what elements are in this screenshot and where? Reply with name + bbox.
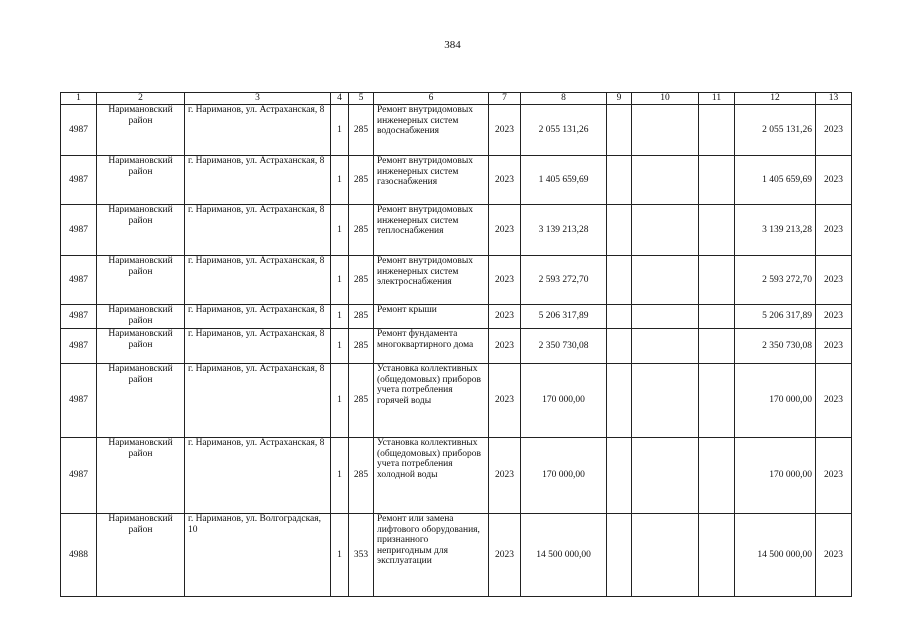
column-header: 11 xyxy=(699,93,735,105)
column-4-cell: 1 xyxy=(331,329,349,364)
address-cell: г. Нариманов, ул. Астраханская, 8 xyxy=(185,305,331,329)
column-10-cell xyxy=(632,514,699,597)
page-number: 384 xyxy=(444,39,461,51)
district-cell: Наримановский район xyxy=(97,256,185,305)
work-type-cell: Установка коллективных (общедомовых) приборов учета потребления горячей воды xyxy=(374,364,489,438)
column-4-cell: 1 xyxy=(331,205,349,256)
column-4-cell: 1 xyxy=(331,305,349,329)
column-9-cell xyxy=(607,105,632,156)
column-12-cost-cell: 1 405 659,69 xyxy=(735,156,816,205)
column-9-cell xyxy=(607,156,632,205)
column-13-year-cell: 2023 xyxy=(816,364,852,438)
address-cell: г. Нариманов, ул. Астраханская, 8 xyxy=(185,205,331,256)
work-type-cell: Ремонт внутридомовых инженерных систем теплоснабжения xyxy=(374,205,489,256)
district-cell: Наримановский район xyxy=(97,105,185,156)
table-row xyxy=(61,156,852,205)
district-cell: Наримановский район xyxy=(97,205,185,256)
column-13-year-cell: 2023 xyxy=(816,205,852,256)
column-9-cell xyxy=(607,364,632,438)
work-type-cell: Ремонт фундамента многоквартирного дома xyxy=(374,329,489,364)
row-id-cell: 4987 xyxy=(61,205,97,256)
total-cost-cell: 1 405 659,69 xyxy=(521,156,607,205)
year-cell: 2023 xyxy=(489,438,521,514)
year-cell: 2023 xyxy=(489,514,521,597)
year-cell: 2023 xyxy=(489,329,521,364)
total-cost-cell: 2 350 730,08 xyxy=(521,329,607,364)
column-5-cell: 285 xyxy=(349,364,374,438)
district-cell: Наримановский район xyxy=(97,438,185,514)
year-cell: 2023 xyxy=(489,105,521,156)
column-5-cell: 353 xyxy=(349,514,374,597)
column-13-year-cell: 2023 xyxy=(816,438,852,514)
address-cell: г. Нариманов, ул. Астраханская, 8 xyxy=(185,105,331,156)
total-cost-cell: 170 000,00 xyxy=(521,438,607,514)
district-cell: Наримановский район xyxy=(97,156,185,205)
total-cost-cell: 3 139 213,28 xyxy=(521,205,607,256)
column-13-year-cell: 2023 xyxy=(816,305,852,329)
column-13-year-cell: 2023 xyxy=(816,105,852,156)
column-4-cell: 1 xyxy=(331,156,349,205)
row-id-cell: 4987 xyxy=(61,305,97,329)
address-cell: г. Нариманов, ул. Астраханская, 8 xyxy=(185,156,331,205)
column-10-cell xyxy=(632,364,699,438)
district-cell: Наримановский район xyxy=(97,329,185,364)
column-13-year-cell: 2023 xyxy=(816,256,852,305)
column-4-cell: 1 xyxy=(331,438,349,514)
column-12-cost-cell: 170 000,00 xyxy=(735,438,816,514)
column-10-cell xyxy=(632,305,699,329)
table-row xyxy=(61,364,852,438)
total-cost-cell: 14 500 000,00 xyxy=(521,514,607,597)
row-id-cell: 4987 xyxy=(61,364,97,438)
column-9-cell xyxy=(607,329,632,364)
column-12-cost-cell: 14 500 000,00 xyxy=(735,514,816,597)
table-body xyxy=(61,105,852,597)
column-header: 7 xyxy=(489,93,521,105)
table-row xyxy=(61,205,852,256)
row-id-cell: 4987 xyxy=(61,256,97,305)
column-10-cell xyxy=(632,438,699,514)
row-id-cell: 4988 xyxy=(61,514,97,597)
table-row xyxy=(61,305,852,329)
column-9-cell xyxy=(607,514,632,597)
column-header: 3 xyxy=(185,93,331,105)
column-header: 9 xyxy=(607,93,632,105)
column-11-cell xyxy=(699,364,735,438)
column-9-cell xyxy=(607,305,632,329)
column-header: 1 xyxy=(61,93,97,105)
column-11-cell xyxy=(699,514,735,597)
column-header: 4 xyxy=(331,93,349,105)
table-row xyxy=(61,438,852,514)
column-header: 5 xyxy=(349,93,374,105)
year-cell: 2023 xyxy=(489,305,521,329)
row-id-cell: 4987 xyxy=(61,329,97,364)
row-id-cell: 4987 xyxy=(61,156,97,205)
total-cost-cell: 170 000,00 xyxy=(521,364,607,438)
column-5-cell: 285 xyxy=(349,329,374,364)
column-10-cell xyxy=(632,329,699,364)
total-cost-cell: 5 206 317,89 xyxy=(521,305,607,329)
column-4-cell: 1 xyxy=(331,364,349,438)
column-13-year-cell: 2023 xyxy=(816,514,852,597)
column-header: 10 xyxy=(632,93,699,105)
column-9-cell xyxy=(607,438,632,514)
column-4-cell: 1 xyxy=(331,105,349,156)
column-5-cell: 285 xyxy=(349,105,374,156)
column-4-cell: 1 xyxy=(331,514,349,597)
column-header: 8 xyxy=(521,93,607,105)
column-header: 6 xyxy=(374,93,489,105)
column-5-cell: 285 xyxy=(349,438,374,514)
row-id-cell: 4987 xyxy=(61,105,97,156)
address-cell: г. Нариманов, ул. Астраханская, 8 xyxy=(185,256,331,305)
column-12-cost-cell: 2 055 131,26 xyxy=(735,105,816,156)
work-type-cell: Ремонт крыши xyxy=(374,305,489,329)
column-number-row xyxy=(61,93,852,105)
column-13-year-cell: 2023 xyxy=(816,329,852,364)
column-11-cell xyxy=(699,256,735,305)
column-11-cell xyxy=(699,305,735,329)
column-13-year-cell: 2023 xyxy=(816,156,852,205)
column-9-cell xyxy=(607,256,632,305)
column-12-cost-cell: 2 350 730,08 xyxy=(735,329,816,364)
column-5-cell: 285 xyxy=(349,256,374,305)
table-row xyxy=(61,105,852,156)
work-type-cell: Установка коллективных (общедомовых) приборов учета потребления холодной воды xyxy=(374,438,489,514)
column-11-cell xyxy=(699,205,735,256)
year-cell: 2023 xyxy=(489,156,521,205)
address-cell: г. Нариманов, ул. Астраханская, 8 xyxy=(185,364,331,438)
column-4-cell: 1 xyxy=(331,256,349,305)
column-header: 12 xyxy=(735,93,816,105)
column-5-cell: 285 xyxy=(349,156,374,205)
address-cell: г. Нариманов, ул. Астраханская, 8 xyxy=(185,438,331,514)
total-cost-cell: 2 055 131,26 xyxy=(521,105,607,156)
column-5-cell: 285 xyxy=(349,305,374,329)
column-header: 13 xyxy=(816,93,852,105)
total-cost-cell: 2 593 272,70 xyxy=(521,256,607,305)
column-10-cell xyxy=(632,205,699,256)
column-11-cell xyxy=(699,438,735,514)
address-cell: г. Нариманов, ул. Волгоградская, 10 xyxy=(185,514,331,597)
column-10-cell xyxy=(632,156,699,205)
table-row xyxy=(61,329,852,364)
column-5-cell: 285 xyxy=(349,205,374,256)
district-cell: Наримановский район xyxy=(97,364,185,438)
column-10-cell xyxy=(632,105,699,156)
year-cell: 2023 xyxy=(489,205,521,256)
work-type-cell: Ремонт внутридомовых инженерных систем электроснабжения xyxy=(374,256,489,305)
register-table xyxy=(60,92,852,597)
column-12-cost-cell: 170 000,00 xyxy=(735,364,816,438)
column-11-cell xyxy=(699,329,735,364)
year-cell: 2023 xyxy=(489,364,521,438)
column-11-cell xyxy=(699,105,735,156)
district-cell: Наримановский район xyxy=(97,305,185,329)
table-row xyxy=(61,256,852,305)
column-11-cell xyxy=(699,156,735,205)
column-12-cost-cell: 5 206 317,89 xyxy=(735,305,816,329)
work-type-cell: Ремонт или замена лифтового оборудования, признанного непригодным для эксплуатации xyxy=(374,514,489,597)
year-cell: 2023 xyxy=(489,256,521,305)
address-cell: г. Нариманов, ул. Астраханская, 8 xyxy=(185,329,331,364)
column-12-cost-cell: 2 593 272,70 xyxy=(735,256,816,305)
table-row xyxy=(61,514,852,597)
district-cell: Наримановский район xyxy=(97,514,185,597)
column-12-cost-cell: 3 139 213,28 xyxy=(735,205,816,256)
work-type-cell: Ремонт внутридомовых инженерных систем водоснабжения xyxy=(374,105,489,156)
column-header: 2 xyxy=(97,93,185,105)
row-id-cell: 4987 xyxy=(61,438,97,514)
column-10-cell xyxy=(632,256,699,305)
work-type-cell: Ремонт внутридомовых инженерных систем газоснабжения xyxy=(374,156,489,205)
column-9-cell xyxy=(607,205,632,256)
